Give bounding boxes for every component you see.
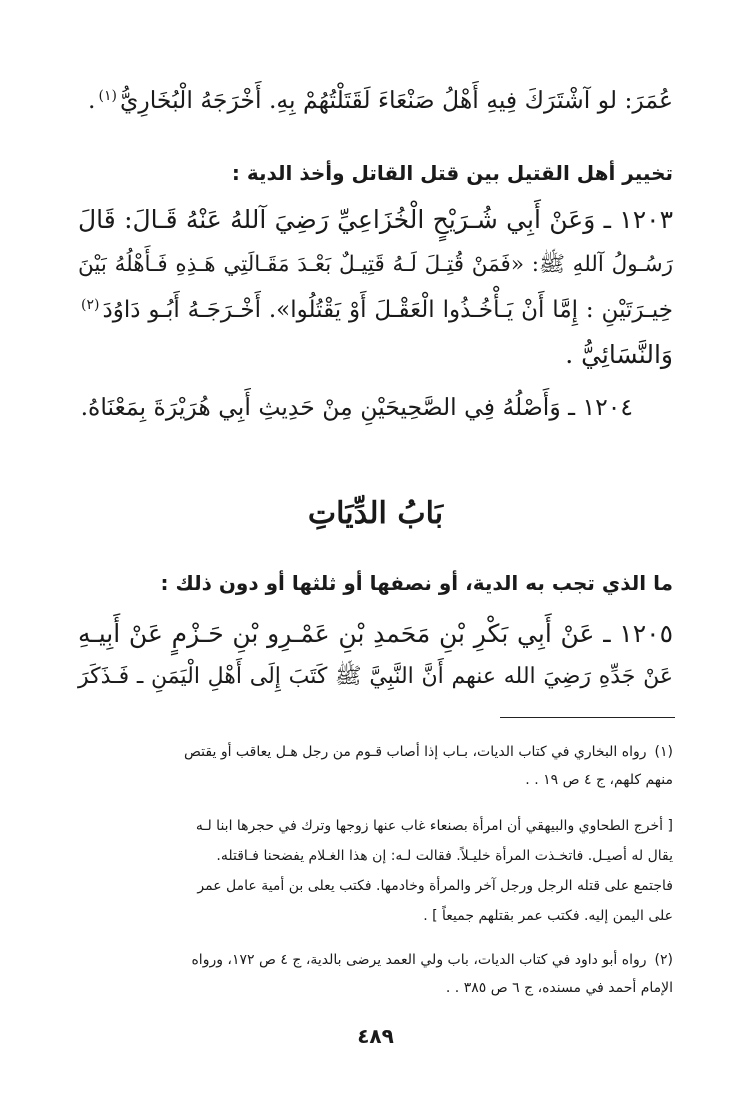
hadith-1203-line-3-text: خِيـرَتَيْنِ : إِمَّا أَنْ يَـأْخُـذُوا الْعَقْـلَ أَوْ يَقْتُلُوا». أَخْـرَجَـهُ أَبُـو دَاوُدَ <box>102 297 673 323</box>
footnote-2-number: (٢) <box>654 952 673 968</box>
footnote-ref-2[interactable]: (٢) <box>81 297 100 313</box>
footnote-ref-1[interactable]: (١) <box>98 88 117 104</box>
hadith-1204: ١٢٠٤ ـ وَأَصْلُهُ فِي الصَّحِيحَيْنِ مِنْ حَدِيثِ أَبِي هُرَيْرَةَ بِمَعْنَاهُ. <box>80 393 633 421</box>
footnote-1-line-1 <box>78 742 673 762</box>
hadith-1205-line-2: عَنْ جَدِّهِ رَضِيَ الله عنهم أَنَّ النَّبِيَّ ﷺ كَتَبَ إِلَى أَهْلِ الْيَمَنِ ـ فَـذَكَرَ <box>78 664 673 689</box>
hadith-1203-line-2: رَسُـولُ آللهِ ﷺ: «فَمَنْ قُتِـلَ لَـهُ قَتِيـلٌ بَعْـدَ مَقَـالَتِي هَـذِهِ فَـأَهْلُهُ بَيْنَ <box>78 252 673 277</box>
top-line-end: . <box>88 86 96 114</box>
chapter-title: بَابُ الدِّيَاتِ <box>307 496 444 531</box>
footnote-1-text-1: رواه البخاري في كتاب الديات، بـاب إذا أصاب قـوم من رجل هـل يعاقب أو يقتص <box>184 744 647 760</box>
footnote-note-line-3: فاجتمع على قتله الرجل ورجل آخر والمرأة وخادمها. فكتب يعلى بن أمية عامل عمر <box>197 878 673 894</box>
hadith-1203-line-4: وَالنَّسَائِيُّ . <box>565 340 673 369</box>
footnote-2-text-1: رواه أبو داود في كتاب الديات، باب ولي العمد يرضى بالدية، ج ٤ ص ١٧٢، ورواه <box>191 952 647 968</box>
footnote-separator <box>500 717 675 718</box>
top-line <box>78 83 673 121</box>
page-number: ٤٨٩ <box>357 1024 394 1048</box>
hadith-1205-line-1: ١٢٠٥ ـ عَنْ أَبِي بَكْرِ بْنِ مَحَمدِ بْنِ عَمْـرِو بْنِ حَـزْمٍ عَنْ أَبِيـهِ <box>78 619 673 648</box>
footnote-1-line-2: منهم كلهم، ج ٤ ص ١٩ . . <box>525 772 673 788</box>
section-heading-1: تخيير أهل القتيل بين قتل القاتل وأخذ الدية : <box>231 161 673 185</box>
footnote-note-line-2: يقال له أصيـل. فاتخـذت المرأة خليـلاً. فقالت لـه: إن هذا الغـلام يفضحنا فـاقتله. <box>216 848 673 864</box>
top-line-text: عُمَرَ: لو آشْتَرَكَ فِيهِ أَهْلُ صَنْعَاءَ لَقَتَلْتُهُمْ بِهِ. أَخْرَجَهُ الْبُخَارِيُّ <box>120 86 673 114</box>
hadith-1203-line-3 <box>78 293 673 330</box>
footnote-note-line-4: على اليمن إليه. فكتب عمر بقتلهم جميعاً ] . <box>423 908 673 924</box>
footnote-2-line-1 <box>78 950 673 970</box>
hadith-1203-line-1: ١٢٠٣ ـ وَعَنْ أَبِي شُـرَيْحٍ الْخُزَاعِيِّ رَضِيَ آللهُ عَنْهُ قَـالَ: قَالَ <box>78 205 673 234</box>
footnote-note-line-1: [ أخرج الطحاوي والبيهقي أن امرأة بصنعاء غاب عنها زوجها وترك في حجرها ابنا لـه <box>195 818 673 834</box>
section-heading-2: ما الذي تجب به الدية، أو نصفها أو ثلثها أو دون ذلك : <box>160 571 673 595</box>
footnote-1-number: (١) <box>654 744 673 760</box>
footnote-2-line-2: الإمام أحمد في مسنده، ج ٦ ص ٣٨٥ . . <box>445 980 673 996</box>
